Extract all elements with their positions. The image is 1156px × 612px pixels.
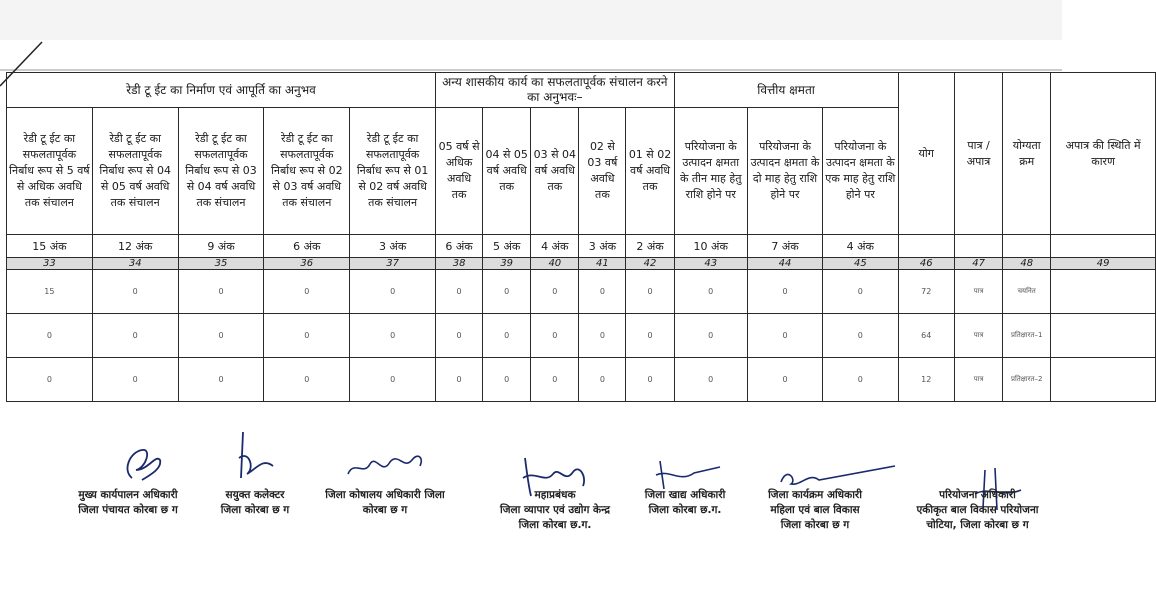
group-financial-capacity: वित्तीय क्षमता — [674, 73, 898, 108]
table-row — [7, 358, 1156, 402]
signature-mark-ceo — [112, 440, 172, 490]
points-row — [7, 235, 1156, 258]
signatory-title: जिला कोषालय अधिकारी जिला — [325, 489, 445, 501]
column-number: 41 — [579, 258, 626, 270]
signatory-office: जिला कोरबा छ ग — [220, 504, 290, 516]
score-cell: 0 — [436, 358, 483, 402]
score-cell: 0 — [178, 358, 264, 402]
rank-cell: चयनित — [1003, 270, 1051, 314]
score-cell: 0 — [436, 314, 483, 358]
column-number: 36 — [264, 258, 350, 270]
eligibility-cell: पात्र — [955, 358, 1003, 402]
score-cell: 0 — [579, 270, 626, 314]
column-number: 45 — [823, 258, 898, 270]
reason-cell — [1051, 270, 1156, 314]
points-cell: 6 अंक — [264, 235, 350, 258]
column-number: 37 — [350, 258, 436, 270]
rank-cell: प्रतिक्षारत–1 — [1003, 314, 1051, 358]
column-number: 48 — [1003, 258, 1051, 270]
signatory-office: जिला कोरबा छ.ग. — [648, 504, 722, 516]
score-cell: 0 — [178, 314, 264, 358]
eligibility-cell: पात्र — [955, 270, 1003, 314]
evaluation-table — [6, 72, 1156, 402]
column-number: 38 — [436, 258, 483, 270]
points-cell: 9 अंक — [178, 235, 264, 258]
col-header: रेडी टू ईट का सफलतापूर्वक निर्बाध रूप से 03 से 04 वर्ष अवधि तक संचालन — [178, 108, 264, 235]
col-total-header: योग — [898, 73, 955, 235]
score-cell: 0 — [178, 270, 264, 314]
score-cell: 0 — [823, 314, 898, 358]
signatory — [58, 488, 198, 518]
score-cell: 0 — [483, 314, 531, 358]
score-cell: 0 — [264, 314, 350, 358]
score-cell: 0 — [626, 358, 674, 402]
column-number: 47 — [955, 258, 1003, 270]
points-cell: 7 अंक — [747, 235, 822, 258]
signatory — [470, 488, 640, 533]
group-other-govt-work: अन्य शासकीय कार्य का सफलतापूर्वक संचालन करने का अनुभवः– — [436, 73, 675, 108]
column-number: 49 — [1051, 258, 1156, 270]
score-cell: 0 — [92, 358, 178, 402]
points-cell — [898, 235, 955, 258]
total-cell: 72 — [898, 270, 955, 314]
col-header: परियोजना के उत्पादन क्षमता के दो माह हेतु राशि होने पर — [747, 108, 822, 235]
column-number: 35 — [178, 258, 264, 270]
score-cell: 0 — [674, 314, 747, 358]
score-cell: 0 — [579, 358, 626, 402]
signatory — [750, 488, 880, 533]
score-cell: 15 — [7, 270, 93, 314]
score-cell: 0 — [747, 270, 822, 314]
points-cell — [1003, 235, 1051, 258]
signatory-office: जिला कोरबा छ.ग. — [518, 519, 592, 531]
col-header: 05 वर्ष से अधिक अवधि तक — [436, 108, 483, 235]
signatory-title: महाप्रबंधक — [534, 489, 576, 501]
score-cell: 0 — [350, 314, 436, 358]
col-header: परियोजना के उत्पादन क्षमता के तीन माह हेतु राशि होने पर — [674, 108, 747, 235]
score-cell: 0 — [674, 270, 747, 314]
points-cell: 10 अंक — [674, 235, 747, 258]
score-cell: 0 — [626, 270, 674, 314]
column-number: 33 — [7, 258, 93, 270]
column-number: 44 — [747, 258, 822, 270]
signatory-title: परियोजना अधिकारी — [939, 489, 1016, 501]
score-cell: 0 — [747, 358, 822, 402]
score-cell: 0 — [264, 270, 350, 314]
signatory — [630, 488, 740, 518]
col-header: रेडी टू ईट का सफलतापूर्वक निर्बाध रूप से 02 से 03 वर्ष अवधि तक संचालन — [264, 108, 350, 235]
reason-cell — [1051, 314, 1156, 358]
score-cell: 0 — [823, 358, 898, 402]
col-eligibility-header: पात्र / अपात्र — [955, 73, 1003, 235]
signature-mark-treasury — [340, 440, 430, 485]
column-number: 43 — [674, 258, 747, 270]
rank-cell: प्रतिक्षारत–2 — [1003, 358, 1051, 402]
score-cell: 0 — [436, 270, 483, 314]
signatory-office: महिला एवं बाल विकास — [770, 504, 860, 516]
table-row — [7, 314, 1156, 358]
signatory-office: एकीकृत बाल विकास परियोजना — [916, 504, 1039, 516]
score-cell: 0 — [823, 270, 898, 314]
score-cell: 0 — [264, 358, 350, 402]
score-cell: 0 — [747, 314, 822, 358]
col-header: रेडी टू ईट का सफलतापूर्वक निर्बाध रूप से 5 वर्ष से अधिक अवधि तक संचालन — [7, 108, 93, 235]
score-cell: 0 — [7, 314, 93, 358]
column-number: 40 — [531, 258, 579, 270]
points-cell — [955, 235, 1003, 258]
total-cell: 64 — [898, 314, 955, 358]
signatory-title: जिला कार्यक्रम अधिकारी — [768, 489, 862, 501]
score-cell: 0 — [350, 358, 436, 402]
points-cell: 4 अंक — [531, 235, 579, 258]
col-header: 03 से 04 वर्ष अवधि तक — [531, 108, 579, 235]
points-cell: 4 अंक — [823, 235, 898, 258]
score-cell: 0 — [531, 314, 579, 358]
signatory-office: जिला पंचायत कोरबा छ ग — [78, 504, 178, 516]
score-cell: 0 — [531, 270, 579, 314]
col-header: रेडी टू ईट का सफलतापूर्वक निर्बाध रूप से 01 से 02 वर्ष अवधि तक संचालन — [350, 108, 436, 235]
signatory-office: चोटिया, जिला कोरबा छ ग — [926, 519, 1029, 531]
signatory-title: सयुक्त कलेक्टर — [225, 489, 285, 501]
score-cell: 0 — [7, 358, 93, 402]
signature-mark-joint-collector — [225, 428, 285, 488]
signatory-office: कोरबा छ ग — [362, 504, 408, 516]
points-cell: 6 अंक — [436, 235, 483, 258]
reason-cell — [1051, 358, 1156, 402]
group-ready-to-eat: रेडी टू ईट का निर्माण एवं आपूर्ति का अनुभव — [7, 73, 436, 108]
column-number: 42 — [626, 258, 674, 270]
col-header: 01 से 02 वर्ष अवधि तक — [626, 108, 674, 235]
column-number-row — [7, 258, 1156, 270]
column-number: 46 — [898, 258, 955, 270]
column-number: 34 — [92, 258, 178, 270]
score-cell: 0 — [626, 314, 674, 358]
signatory-title: मुख्य कार्यपालन अधिकारी — [78, 489, 178, 501]
total-cell: 12 — [898, 358, 955, 402]
score-cell: 0 — [674, 358, 747, 402]
score-cell: 0 — [483, 270, 531, 314]
points-cell: 3 अंक — [350, 235, 436, 258]
signatory — [200, 488, 310, 518]
signatory-office: जिला कोरबा छ ग — [780, 519, 850, 531]
score-cell: 0 — [350, 270, 436, 314]
points-cell: 2 अंक — [626, 235, 674, 258]
points-cell: 5 अंक — [483, 235, 531, 258]
signatory — [310, 488, 460, 518]
column-number: 39 — [483, 258, 531, 270]
signatory — [895, 488, 1060, 533]
eligibility-cell: पात्र — [955, 314, 1003, 358]
col-rank-header: योग्यता क्रम — [1003, 73, 1051, 235]
col-header: रेडी टू ईट का सफलतापूर्वक निर्बाध रूप से 04 से 05 वर्ष अवधि तक संचालन — [92, 108, 178, 235]
col-reason-header: अपात्र की स्थिति में कारण — [1051, 73, 1156, 235]
score-cell: 0 — [92, 270, 178, 314]
col-header: परियोजना के उत्पादन क्षमता के एक माह हेतु राशि होने पर — [823, 108, 898, 235]
table-row — [7, 270, 1156, 314]
col-header: 02 से 03 वर्ष अवधि तक — [579, 108, 626, 235]
points-cell: 12 अंक — [92, 235, 178, 258]
score-cell: 0 — [483, 358, 531, 402]
points-cell: 15 अंक — [7, 235, 93, 258]
group-header-row — [7, 73, 1156, 108]
scan-background-band — [0, 0, 1062, 40]
signatory-title: जिला खाद्य अधिकारी — [644, 489, 726, 501]
col-header: 04 से 05 वर्ष अवधि तक — [483, 108, 531, 235]
score-cell: 0 — [531, 358, 579, 402]
score-cell: 0 — [579, 314, 626, 358]
points-cell: 3 अंक — [579, 235, 626, 258]
signatory-office: जिला व्यापार एवं उद्योग केन्द्र — [500, 504, 610, 516]
points-cell — [1051, 235, 1156, 258]
score-cell: 0 — [92, 314, 178, 358]
